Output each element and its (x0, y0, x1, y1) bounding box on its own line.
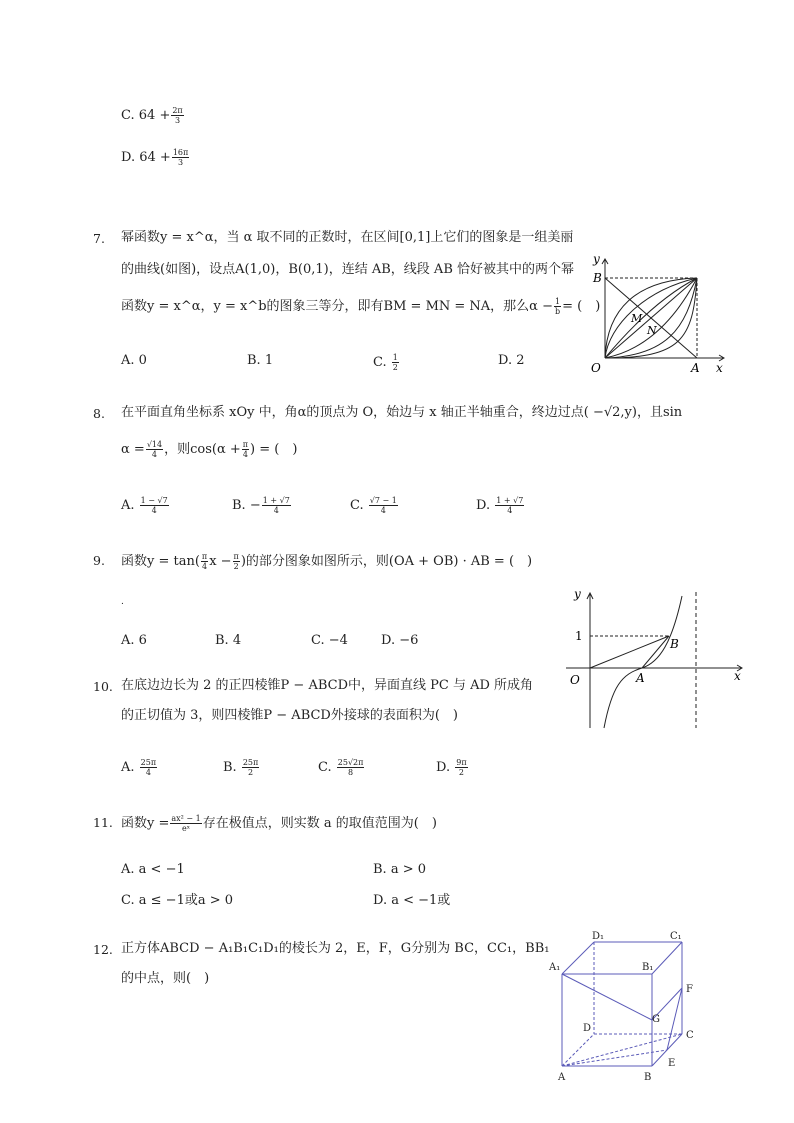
q7-option-b: B. 1 (247, 353, 274, 368)
q8-option-b: B. − $\frac{1 + √7}{4}$ (232, 496, 290, 515)
q12-line-ac (562, 1034, 682, 1066)
q7-b-label: B (593, 271, 602, 285)
q12-line-a1g (562, 974, 652, 1020)
q9-o-label: O (570, 673, 580, 687)
q12-d-label: D (583, 1023, 592, 1034)
q9-option-c: C. −4 (311, 633, 348, 648)
q10-option-d: D. $\frac{9\pi}{2}$ (436, 758, 467, 777)
q11-option-d: D. a < −1或 (373, 893, 451, 908)
q7-x-label: x (716, 361, 723, 375)
q12-e-label: E (668, 1058, 676, 1069)
q7-line2: 的曲线(如图)，设点A(1,0)，B(0,1)，连结 AB，线段 AB 恰好被其中的两个幂 (121, 262, 575, 277)
q7-o-label: O (591, 361, 601, 375)
q8-option-c: C. $\frac{√7 - 1}{4}$ (350, 496, 397, 515)
q10-option-c: C. $\frac{25√2\pi}{8}$ (318, 758, 364, 777)
q12-cube-figure (548, 930, 708, 1082)
q7-line1: 幂函数y = x^α，当 α 取不同的正数时，在区间[0,1]上它们的图象是一组美丽 (121, 230, 574, 245)
q9-option-a: A. 6 (121, 633, 147, 648)
q9-one-label: 1 (575, 629, 583, 643)
q7-option-c: C. $\frac{1}{2}$ (373, 353, 398, 372)
q8-line1: 在平面直角坐标系 xOy 中，角α的顶点为 O，始边与 x 轴正半轴重合，终边过点( −√2,y)，且sin (121, 405, 683, 420)
q12-f-label: F (686, 984, 693, 995)
q9-number: 9. (93, 553, 105, 568)
q11-option-c: C. a ≤ −1或a > 0 (121, 893, 234, 908)
q12-g-label: G (652, 1014, 660, 1025)
q9-segment-ob (590, 636, 669, 668)
q6-option-c: C. 64 + $\frac{2\pi}{3}$ (121, 106, 183, 125)
q9-dot: . (121, 597, 124, 607)
q9-y-label: y (574, 587, 581, 601)
q10-option-a: A. $\frac{25\pi}{4}$ (121, 758, 157, 777)
q8-option-d: D. $\frac{1 + √7}{4}$ (476, 496, 524, 515)
q7-power-function-figure (585, 250, 730, 378)
q9-segment-ab (642, 636, 669, 668)
q8-line2: α = $\frac{√14}{4}$ ，则cos(α + $\frac{\pi}{4}$ ) = ( ) (121, 440, 298, 459)
q12-line-ae (562, 1050, 667, 1066)
q12-b-label: B (644, 1072, 652, 1082)
q10-line2: 的正切值为 3，则四棱锥P − ABCD外接球的表面积为( ) (121, 708, 459, 723)
q7-option-d: D. 2 (498, 353, 525, 368)
q9-option-d: D. −6 (381, 633, 419, 648)
q12-edge-ad (562, 1034, 594, 1066)
q10-line1: 在底边边长为 2 的正四棱锥P − ABCD中，异面直线 PC 与 AD 所成角 (121, 678, 534, 693)
q12-number: 12. (93, 942, 113, 957)
q11-number: 11. (93, 815, 113, 830)
q8-option-a: A. $\frac{1 - √7}{4}$ (121, 496, 168, 515)
q12-b1-label: B₁ (642, 962, 654, 973)
q7-n-label: N (647, 324, 657, 337)
q7-number: 7. (93, 231, 105, 246)
q12-a1-label: A₁ (549, 962, 561, 973)
q9-tan-curve (604, 596, 682, 728)
q7-option-a: A. 0 (121, 353, 147, 368)
q9-tangent-graph-figure (560, 582, 750, 732)
q9-b-label: B (670, 637, 679, 651)
q11-line1: 函数y = $\frac{\text{ax² − 1}}{\text{eˣ}}$ 存在极值点，则实数 a 的取值范围为( ) (121, 814, 437, 833)
q12-edge-b1c1 (652, 942, 682, 974)
q12-c-label: C (686, 1030, 694, 1041)
q12-c1-label: C₁ (670, 931, 682, 942)
q12-line1: 正方体ABCD − A₁B₁C₁D₁的棱长为 2，E，F，G分别为 BC，CC₁，BB₁ (121, 941, 550, 956)
q12-line-ef (667, 988, 682, 1050)
q9-a-label: A (636, 671, 645, 685)
q10-number: 10. (93, 679, 113, 694)
q8-number: 8. (93, 406, 105, 421)
q6-option-d: D. 64 + $\frac{16\pi}{3}$ (121, 148, 189, 167)
q11-option-a: A. a < −1 (121, 862, 185, 877)
q12-a-label: A (558, 1072, 566, 1082)
q7-m-label: M (631, 312, 643, 325)
q12-d1-label: D₁ (592, 931, 605, 942)
q9-x-label: x (734, 669, 741, 683)
q12-edge-a1d1 (562, 942, 594, 974)
q7-a-label: A (691, 361, 700, 375)
q12-line2: 的中点，则( ) (121, 971, 210, 986)
q10-option-b: B. $\frac{25\pi}{2}$ (223, 758, 259, 777)
q7-line3: 函数y = x^α，y = x^b的图象三等分，即有BM = MN = NA，那么α − $\frac{1}{b}$ = ( ) (121, 297, 601, 316)
q9-line1: 函数y = tan( $\frac{\pi}{4}$ x − $\frac{\pi}{2}$ )的部分图象如图所示，则(OA + OB) · AB = ( ) (121, 552, 533, 571)
q11-option-b: B. a > 0 (373, 862, 427, 877)
q7-y-label: y (593, 252, 600, 266)
q9-option-b: B. 4 (215, 633, 242, 648)
